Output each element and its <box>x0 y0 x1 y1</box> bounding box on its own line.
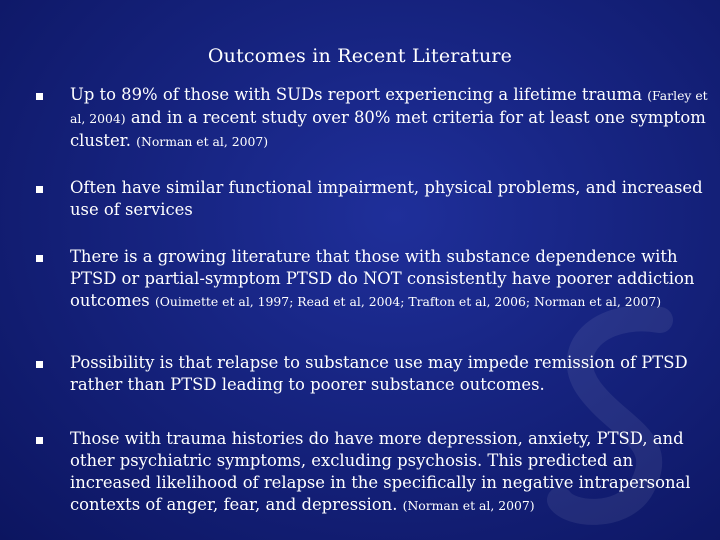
bullet-text-part: Those with trauma histories do have more depression, anxiety, PTSD, and other psychiatric symptoms, excluding psychosis. This predicted an increased likelihood of relapse in the specifically in negative intrapersonal contexts of anger, fear, and depression. <box>70 429 691 514</box>
bullet-text <box>70 246 712 313</box>
citation: (Norman et al, 2007) <box>402 498 535 513</box>
bullet-marker-icon <box>36 361 43 368</box>
bullet-text: Often have similar functional impairment, physical problems, and increased use of services <box>70 178 703 219</box>
bullet-text <box>70 428 712 517</box>
bullet-marker-icon <box>36 93 43 100</box>
bullet-text-part: There is a growing literature that those with substance dependence with PTSD or partial-symptom PTSD do NOT consistently have poorer addiction outcomes <box>70 247 695 310</box>
bullet-text-part: and in a recent study over 80% met criteria for at least one symptom cluster. <box>70 108 706 150</box>
bullet-marker-icon <box>36 255 43 262</box>
slide-title: Outcomes in Recent Literature <box>207 45 513 67</box>
bullet-text <box>70 84 712 153</box>
bullet-text-part: Up to 89% of those with SUDs report experiencing a lifetime trauma <box>70 85 648 104</box>
citation: (Norman et al, 2007) <box>136 134 269 149</box>
bullet-text: Possibility is that relapse to substance use may impede remission of PTSD rather than PTSD leading to poorer substance outcomes. <box>70 353 688 394</box>
bullet-marker-icon <box>36 186 43 193</box>
bullet-marker-icon <box>36 437 43 444</box>
citation: (Ouimette et al, 1997; Read et al, 2004; Trafton et al, 2006; Norman et al, 2007) <box>154 294 662 309</box>
citation: (Farley et al, 2004) <box>70 88 708 126</box>
